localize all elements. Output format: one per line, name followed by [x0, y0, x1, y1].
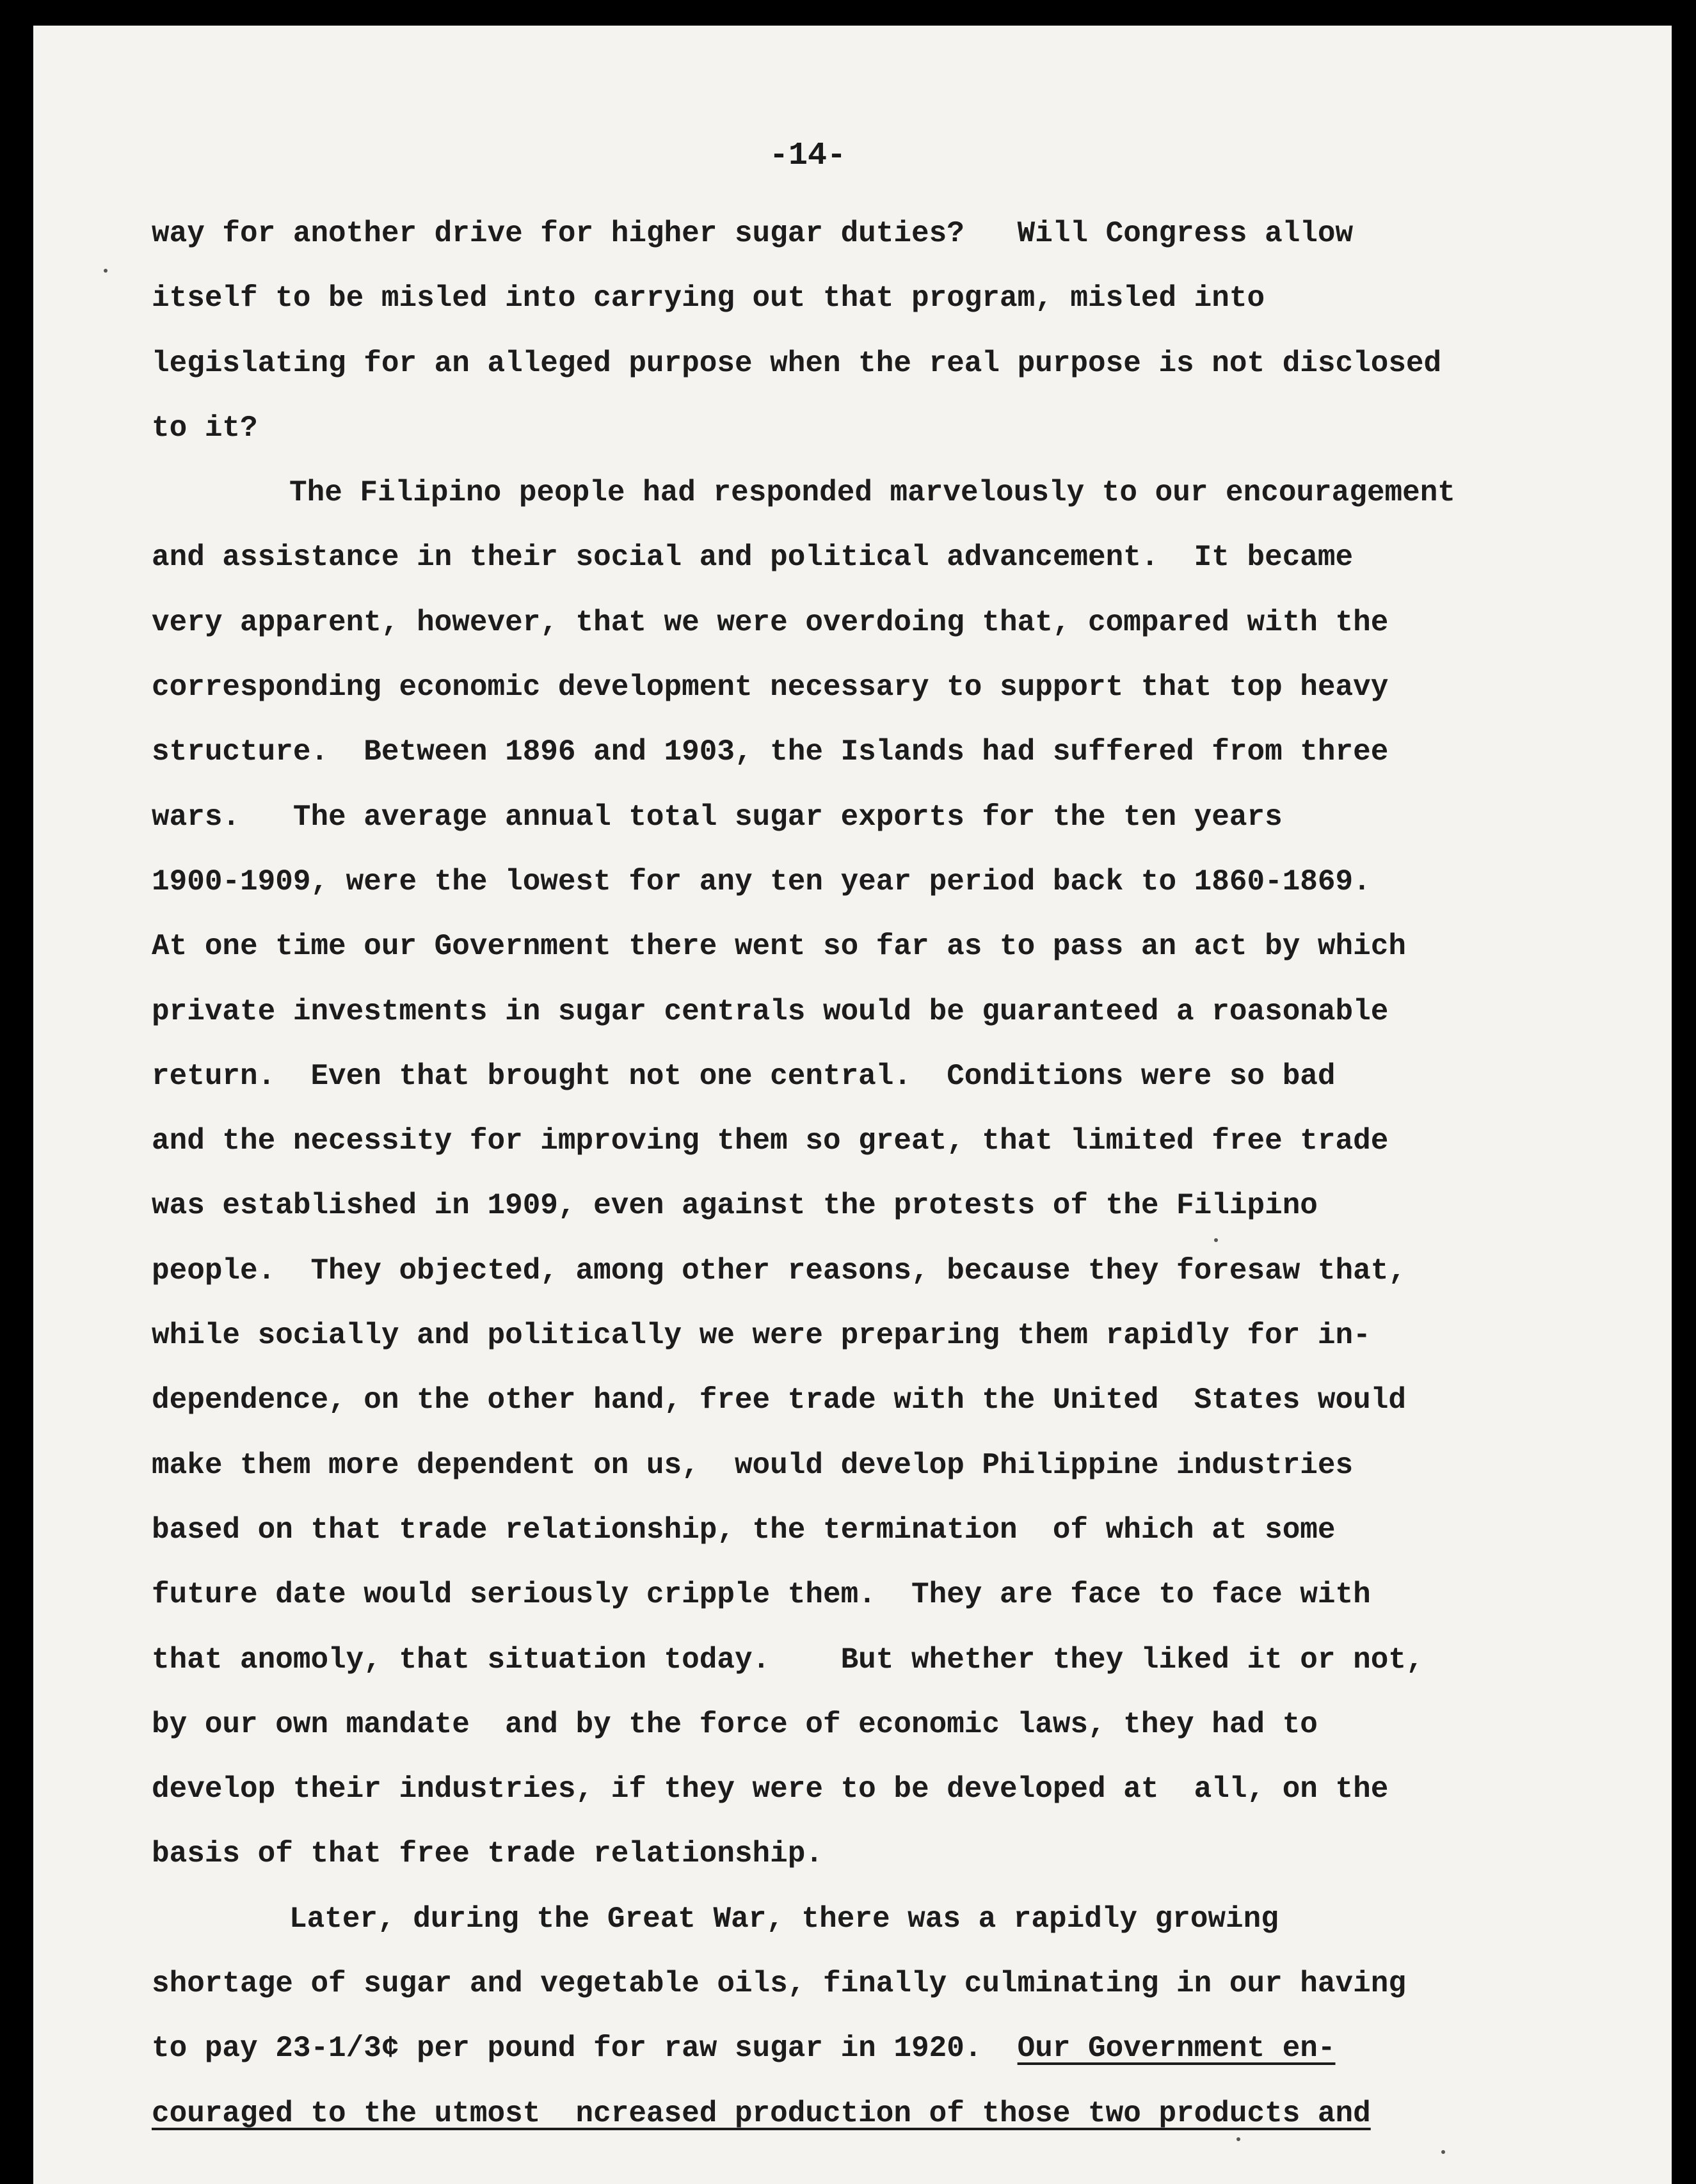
text-line: private investments in sugar centrals would be guaranteed a roasonable — [152, 994, 1389, 1028]
text-line: The Filipino people had responded marvelously to our encouragement — [289, 476, 1455, 510]
text-span: to pay 23-1/3¢ per pound for raw sugar in 1920. — [152, 2032, 1018, 2066]
text-line: corresponding economic development necessary to support that top heavy — [152, 671, 1389, 705]
text-line: structure. Between 1896 and 1903, the Islands had suffered from three — [152, 735, 1389, 769]
body-text — [152, 202, 1624, 2146]
text-line: Later, during the Great War, there was a rapidly growing — [289, 1902, 1279, 1936]
scan-speck — [1441, 2150, 1445, 2154]
text-line: and the necessity for improving them so great, that limited free trade — [152, 1124, 1389, 1158]
underlined-text: couraged to the utmost ncreased production of those two products and — [152, 2096, 1371, 2130]
text-line: while socially and politically we were preparing them rapidly for in- — [152, 1319, 1371, 1353]
text-line — [152, 2082, 1624, 2146]
text-line: legislating for an alleged purpose when the real purpose is not disclosed — [152, 346, 1442, 380]
text-line: and assistance in their social and political advancement. It became — [152, 541, 1354, 575]
text-line: that anomoly, that situation today. But whether they liked it or not, — [152, 1643, 1424, 1677]
text-line: very apparent, however, that we were overdoing that, compared with the — [152, 605, 1389, 639]
text-line: people. They objected, among other reasons, because they foresaw that, — [152, 1254, 1406, 1287]
text-line: develop their industries, if they were to be developed at all, on the — [152, 1773, 1389, 1806]
text-line: future date would seriously cripple them. They are face to face with — [152, 1578, 1371, 1612]
scan-speck — [1214, 1238, 1218, 1242]
document-page — [33, 26, 1672, 2184]
text-line: 1900-1909, were the lowest for any ten year period back to 1860-1869. — [152, 865, 1371, 898]
text-line: return. Even that brought not one central. Conditions were so bad — [152, 1059, 1336, 1093]
scan-speck — [104, 269, 108, 273]
text-line: basis of that free trade relationship. — [152, 1837, 823, 1871]
text-line: At one time our Government there went so far as to pass an act by which — [152, 930, 1406, 964]
text-line: way for another drive for higher sugar duties? Will Congress allow — [152, 217, 1354, 250]
text-line: itself to be misled into carrying out that program, misled into — [152, 282, 1265, 315]
text-line — [152, 2016, 1624, 2081]
scan-speck — [1236, 2137, 1240, 2141]
underlined-text: Our Government en- — [1017, 2032, 1336, 2066]
text-line: dependence, on the other hand, free trade with the United States would — [152, 1383, 1406, 1417]
text-line: by our own mandate and by the force of economic laws, they had to — [152, 1707, 1318, 1741]
text-line: to it? — [152, 411, 258, 445]
text-line: shortage of sugar and vegetable oils, finally culminating in our having — [152, 1967, 1406, 2001]
page-number: -14- — [769, 138, 847, 174]
text-line: based on that trade relationship, the termination of which at some — [152, 1513, 1336, 1547]
text-line: wars. The average annual total sugar exports for the ten years — [152, 800, 1283, 834]
text-line: make them more dependent on us, would develop Philippine industries — [152, 1448, 1354, 1482]
text-line: was established in 1909, even against the protests of the Filipino — [152, 1189, 1318, 1223]
